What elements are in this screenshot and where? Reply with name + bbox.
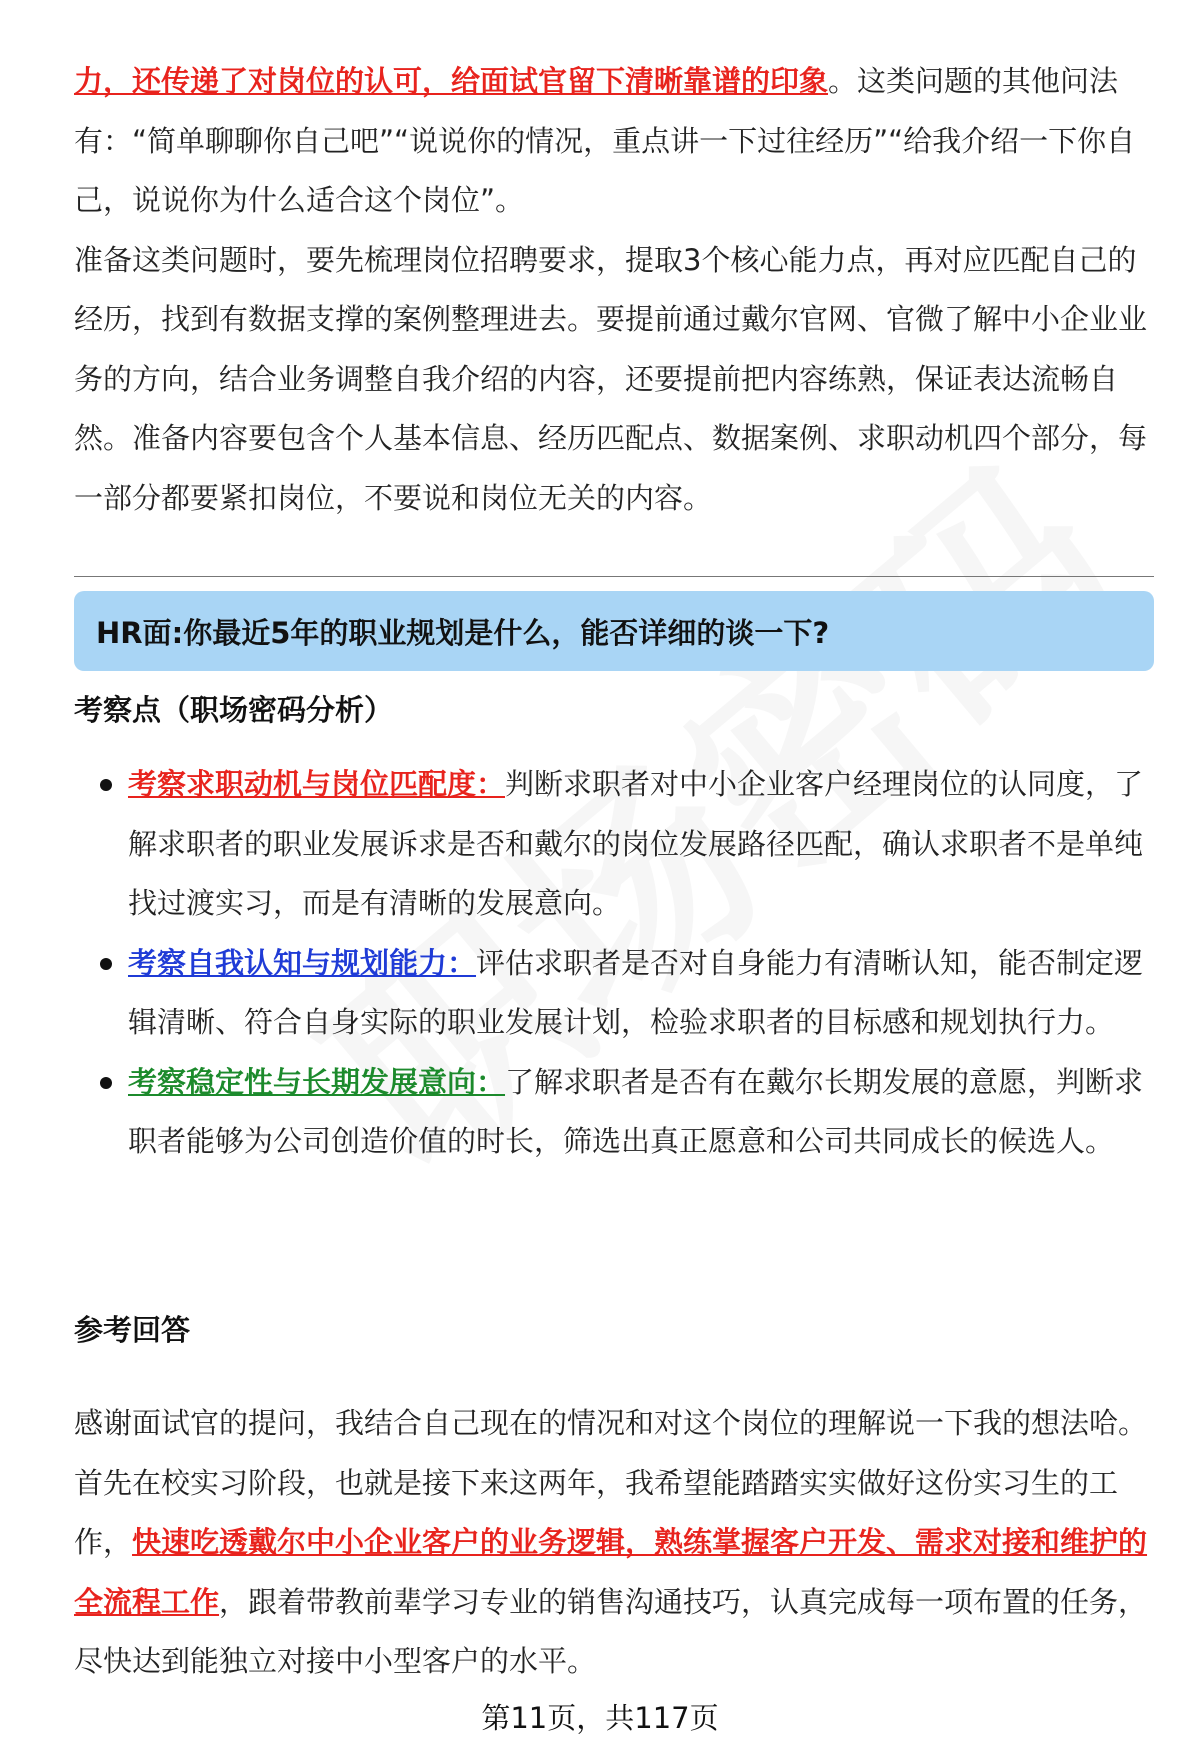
list-item xyxy=(74,934,1154,1053)
question-text: HR面:你最近5年的职业规划是什么，能否详细的谈一下? xyxy=(96,615,830,650)
answer-section xyxy=(74,1394,1154,1692)
answer-text-2: ，跟着带教前辈学习专业的销售沟通技巧，认真完成每一项布置的任务，尽快达到能独立对接中小型客户的水平。 xyxy=(74,1584,1148,1678)
bullet-text: 评估求职者是否对自身能力有清晰认知，能否制定逻辑清晰、符合自身实际的职业发展计划，检验求职者的目标感和规划执行力。 xyxy=(128,945,1144,1039)
bullet-label: 考察求职动机与岗位匹配度： xyxy=(128,767,506,801)
page-number: 第11页，共117页 xyxy=(481,1701,719,1735)
prep-paragraph: 准备这类问题时，要先梳理岗位招聘要求，提取3个核心能力点，再对应匹配自己的经历，找到有数据支撑的案例整理进去。要提前通过戴尔官网、官微了解中小企业业务的方向，结合业务调整自我介绍的内容，还要提前把内容练熟，保证表达流畅自然。准备内容要包含个人基本信息、经历匹配点、数据案例、求职动机四个部分，每一部分都要紧扣岗位，不要说和岗位无关的内容。 xyxy=(74,242,1148,515)
bullet-text: 了解求职者是否有在戴尔长期发展的意愿，判断求职者能够为公司创造价值的时长，筛选出真正愿意和公司共同成长的候选人。 xyxy=(128,1064,1144,1158)
intro-highlight: 力，还传递了对岗位的认可，给面试官留下清晰靠谱的印象 xyxy=(74,64,829,98)
intro-section xyxy=(74,52,1154,528)
list-item xyxy=(74,1053,1154,1172)
list-item xyxy=(74,755,1154,934)
analysis-list xyxy=(74,755,1154,1172)
answer-text-1: 感谢面试官的提问，我结合自己现在的情况和对这个岗位的理解说一下我的想法哈。首先在校实习阶段，也就是接下来这两年，我希望能踏踏实实做好这份实习生的工作， xyxy=(74,1406,1148,1559)
bullet-label: 考察稳定性与长期发展意向： xyxy=(128,1064,506,1099)
bullet-icon xyxy=(100,779,112,791)
answer-paragraph xyxy=(74,1394,1154,1692)
intro-text: 。这类问题的其他问法有：“简单聊聊你自己吧”“说说你的情况，重点讲一下过往经历”“给我介绍一下你自己，说说你为什么适合这个岗位”。 xyxy=(74,64,1136,217)
question-banner xyxy=(74,591,1154,671)
bullet-icon xyxy=(100,1077,112,1089)
intro-paragraph xyxy=(74,52,1154,231)
analysis-heading: 考察点（职场密码分析） xyxy=(74,693,394,727)
bullet-label: 考察自我认知与规划能力： xyxy=(128,945,477,980)
answer-highlight: 快速吃透戴尔中小企业客户的业务逻辑，熟练掌握客户开发、需求对接和维护的全流程工作 xyxy=(74,1525,1148,1619)
section-divider xyxy=(74,576,1154,577)
bullet-icon xyxy=(100,958,112,970)
bullet-text: 判断求职者对中小企业客户经理岗位的认同度，了解求职者的职业发展诉求是否和戴尔的岗位发展路径匹配，确认求职者不是单纯找过渡实习，而是有清晰的发展意向。 xyxy=(128,767,1144,920)
answer-heading: 参考回答 xyxy=(74,1313,191,1347)
